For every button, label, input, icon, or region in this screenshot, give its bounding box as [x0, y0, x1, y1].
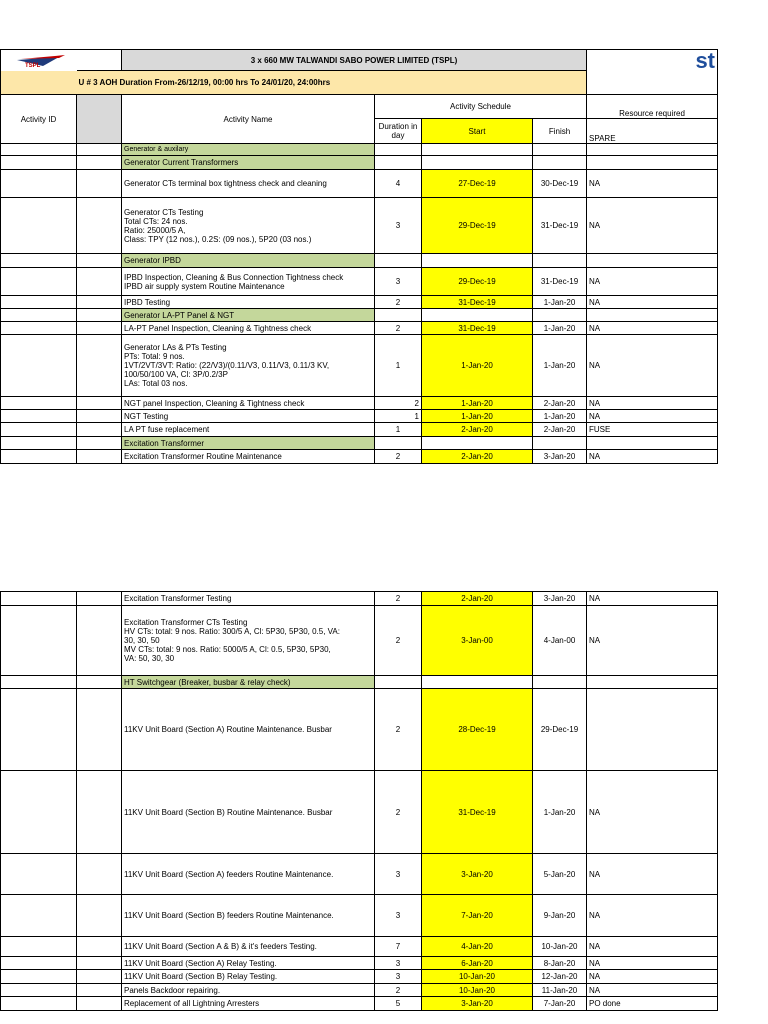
section-row	[1, 676, 718, 689]
activity-sub-cell	[77, 254, 122, 268]
finish-cell: 3-Jan-20	[533, 450, 587, 464]
duration-cell: 2	[375, 606, 422, 676]
activity-sub-cell	[77, 997, 122, 1011]
duration-cell	[375, 437, 422, 450]
section-row	[1, 437, 718, 450]
activity-sub-cell	[77, 397, 122, 410]
start-cell: 2-Jan-20	[422, 423, 533, 437]
start-cell: 29-Dec-19	[422, 198, 533, 254]
resource-cell	[587, 254, 718, 268]
duration-cell: 1	[375, 335, 422, 397]
activity-sub-cell	[77, 309, 122, 322]
activity-name: Generator LAs & PTs Testing PTs: Total: 9 nos. 1VT/2VT/3VT: Ratio: (22/V3)/(0.11/V3, 0.11/V3, 0.11/3 KV, 100/50/100 VA, Cl: 3P/0.2/3P LAs: Total 03 nos.	[122, 335, 375, 397]
resource-cell	[587, 144, 718, 156]
resource-cell: NA	[587, 937, 718, 957]
activity-name: 11KV Unit Board (Section B) Relay Testing.	[122, 970, 375, 984]
duration-cell: 3	[375, 957, 422, 970]
resource-cell: NA	[587, 296, 718, 309]
activity-id-cell	[1, 335, 77, 397]
duration-cell: 2	[375, 771, 422, 854]
activity-sub-cell	[77, 335, 122, 397]
finish-cell	[533, 437, 587, 450]
start-cell: 27-Dec-19	[422, 170, 533, 198]
start-cell	[422, 254, 533, 268]
resource-cell: NA	[587, 970, 718, 984]
section-row	[1, 309, 718, 322]
col-activity-id: Activity ID	[1, 95, 77, 144]
start-cell: 1-Jan-20	[422, 397, 533, 410]
resource-cell: NA	[587, 397, 718, 410]
finish-cell	[533, 676, 587, 689]
activity-sub-cell	[77, 322, 122, 335]
activity-row	[1, 335, 718, 397]
col-start: Start	[422, 119, 533, 144]
activity-name: Excitation Transformer Routine Maintenance	[122, 450, 375, 464]
activity-id-cell	[1, 854, 77, 895]
activity-row	[1, 771, 718, 854]
section-title: HT Switchgear (Breaker, busbar & relay check)	[122, 676, 375, 689]
resource-cell	[587, 689, 718, 771]
activity-name: Generator CTs terminal box tightness check and cleaning	[122, 170, 375, 198]
start-cell: 2-Jan-20	[422, 450, 533, 464]
start-cell	[422, 437, 533, 450]
start-cell: 3-Jan-20	[422, 854, 533, 895]
activity-sub-cell	[77, 689, 122, 771]
activity-id-cell	[1, 322, 77, 335]
finish-cell: 12-Jan-20	[533, 970, 587, 984]
activity-id-cell	[1, 156, 77, 170]
activity-sub-cell	[77, 984, 122, 997]
activity-name: Panels Backdoor repairing.	[122, 984, 375, 997]
finish-cell: 1-Jan-20	[533, 410, 587, 423]
start-cell: 2-Jan-20	[422, 592, 533, 606]
section-title: Generator Current Transformers	[122, 156, 375, 170]
finish-cell: 7-Jan-20	[533, 997, 587, 1011]
activity-sub-cell	[77, 606, 122, 676]
activity-row	[1, 854, 718, 895]
finish-cell: 8-Jan-20	[533, 957, 587, 970]
resource-cell: NA	[587, 957, 718, 970]
activity-sub-cell	[77, 937, 122, 957]
activity-name: 11KV Unit Board (Section A) Routine Maintenance. Busbar	[122, 689, 375, 771]
finish-cell: 30-Dec-19	[533, 170, 587, 198]
activity-sub-cell	[77, 676, 122, 689]
activity-sub-cell	[77, 895, 122, 937]
activity-row	[1, 997, 718, 1011]
activity-row	[1, 423, 718, 437]
activity-id-cell	[1, 397, 77, 410]
resource-cell: NA	[587, 335, 718, 397]
activity-name: 11KV Unit Board (Section B) feeders Routine Maintenance.	[122, 895, 375, 937]
finish-cell: 10-Jan-20	[533, 937, 587, 957]
duration-cell	[375, 254, 422, 268]
duration-cell	[375, 309, 422, 322]
finish-cell	[533, 144, 587, 156]
finish-cell: 9-Jan-20	[533, 895, 587, 937]
duration-cell: 2	[375, 592, 422, 606]
resource-cell	[587, 156, 718, 170]
activity-id-cell	[1, 296, 77, 309]
logo-cell	[1, 50, 77, 71]
resource-cell: NA	[587, 322, 718, 335]
activity-sub-cell	[77, 144, 122, 156]
start-cell: 7-Jan-20	[422, 895, 533, 937]
finish-cell: 1-Jan-20	[533, 322, 587, 335]
finish-cell: 4-Jan-00	[533, 606, 587, 676]
activity-id-cell	[1, 895, 77, 937]
start-cell: 31-Dec-19	[422, 296, 533, 309]
duration-cell: 2	[375, 984, 422, 997]
activity-sub-cell	[77, 198, 122, 254]
start-cell: 3-Jan-00	[422, 606, 533, 676]
duration-cell: 2	[375, 322, 422, 335]
start-cell: 1-Jan-20	[422, 410, 533, 423]
duration-cell: 2	[375, 296, 422, 309]
section-row	[1, 254, 718, 268]
resource-cell: PO done	[587, 997, 718, 1011]
activity-name: LA PT fuse replacement	[122, 423, 375, 437]
finish-cell: 29-Dec-19	[533, 689, 587, 771]
activity-sub-cell	[77, 957, 122, 970]
finish-cell: 1-Jan-20	[533, 335, 587, 397]
duration-cell: 3	[375, 970, 422, 984]
activity-id-cell	[1, 254, 77, 268]
activity-id-cell	[1, 970, 77, 984]
finish-cell	[533, 309, 587, 322]
resource-cell: FUSE	[587, 423, 718, 437]
col-resource-required: Resource required	[587, 95, 718, 119]
activity-row	[1, 198, 718, 254]
section-title: Generator IPBD	[122, 254, 375, 268]
start-cell: 29-Dec-19	[422, 268, 533, 296]
activity-id-cell	[1, 689, 77, 771]
start-cell: 6-Jan-20	[422, 957, 533, 970]
section-title: Generator & auxilary	[122, 144, 375, 156]
finish-cell: 1-Jan-20	[533, 296, 587, 309]
activity-name: 11KV Unit Board (Section B) Routine Maintenance. Busbar	[122, 771, 375, 854]
activity-id-cell	[1, 997, 77, 1011]
resource-cell: NA	[587, 771, 718, 854]
duration-cell	[375, 676, 422, 689]
duration-cell: 1	[375, 423, 422, 437]
start-cell	[422, 144, 533, 156]
col-duration: Duration in day	[375, 119, 422, 144]
resource-cell: NA	[587, 410, 718, 423]
activity-sub-cell	[77, 970, 122, 984]
section-row	[1, 156, 718, 170]
duration-cell	[375, 156, 422, 170]
activity-id-cell	[1, 410, 77, 423]
duration-cell: 4	[375, 170, 422, 198]
resource-cell: NA	[587, 450, 718, 464]
finish-cell: 31-Dec-19	[533, 268, 587, 296]
finish-cell: 11-Jan-20	[533, 984, 587, 997]
activity-name: LA-PT Panel Inspection, Cleaning & Tightness check	[122, 322, 375, 335]
resource-cell: NA	[587, 606, 718, 676]
activity-id-cell	[1, 144, 77, 156]
activity-name: 11KV Unit Board (Section A & B) & it's feeders Testing.	[122, 937, 375, 957]
activity-row	[1, 450, 718, 464]
activity-sub-cell	[77, 437, 122, 450]
resource-cell: NA	[587, 854, 718, 895]
activity-id-cell	[1, 309, 77, 322]
resource-cell	[587, 437, 718, 450]
activity-id-cell	[1, 423, 77, 437]
finish-cell: 2-Jan-20	[533, 423, 587, 437]
start-cell: 31-Dec-19	[422, 322, 533, 335]
finish-cell: 1-Jan-20	[533, 771, 587, 854]
activity-id-cell	[1, 592, 77, 606]
activity-row	[1, 397, 718, 410]
finish-cell: 5-Jan-20	[533, 854, 587, 895]
activity-sub-cell	[77, 423, 122, 437]
duration-cell: 3	[375, 854, 422, 895]
activity-row	[1, 268, 718, 296]
activity-name: Replacement of all Lightning Arresters	[122, 997, 375, 1011]
duration-cell: 1	[375, 410, 422, 423]
activity-sub-cell	[77, 156, 122, 170]
activity-name: NGT panel Inspection, Cleaning & Tightness check	[122, 397, 375, 410]
activity-row	[1, 410, 718, 423]
activity-row	[1, 957, 718, 970]
activity-sub-cell	[77, 410, 122, 423]
start-cell: 31-Dec-19	[422, 771, 533, 854]
start-cell: 28-Dec-19	[422, 689, 533, 771]
activity-name: NGT Testing	[122, 410, 375, 423]
schedule-table-bottom	[0, 591, 718, 1011]
activity-row	[1, 322, 718, 335]
activity-name: Excitation Transformer CTs Testing HV CTs: total: 9 nos. Ratio: 300/5 A, Cl: 5P30, 5P30, 0.5, VA: 30, 30, 50 MV CTs: total: 9 nos. Ratio: 5000/5 A, Cl: 0.5, 5P30, 5P30, VA: 50, 30, 30	[122, 606, 375, 676]
duration-cell: 2	[375, 397, 422, 410]
start-cell: 4-Jan-20	[422, 937, 533, 957]
activity-row	[1, 296, 718, 309]
activity-sub-cell	[77, 296, 122, 309]
activity-id-cell	[1, 937, 77, 957]
duration-cell: 3	[375, 198, 422, 254]
activity-name: Generator CTs Testing Total CTs: 24 nos. Ratio: 25000/5 A, Class: TPY (12 nos.), 0.2S: (09 nos.), 5P20 (03 nos.)	[122, 198, 375, 254]
activity-name: IPBD Testing	[122, 296, 375, 309]
resource-cell: NA	[587, 170, 718, 198]
duration-cell: 3	[375, 268, 422, 296]
activity-row	[1, 895, 718, 937]
resource-cell: NA	[587, 984, 718, 997]
activity-name: Excitation Transformer Testing	[122, 592, 375, 606]
finish-cell: 2-Jan-20	[533, 397, 587, 410]
activity-sub-cell	[77, 771, 122, 854]
start-cell: 10-Jan-20	[422, 970, 533, 984]
activity-row	[1, 689, 718, 771]
activity-sub-cell	[77, 450, 122, 464]
resource-cell	[587, 309, 718, 322]
logo-text: TSPL	[25, 63, 41, 70]
resource-cell: NA	[587, 268, 718, 296]
start-cell: 10-Jan-20	[422, 984, 533, 997]
activity-id-cell	[1, 437, 77, 450]
start-cell: 3-Jan-20	[422, 997, 533, 1011]
activity-sub-cell	[77, 170, 122, 198]
activity-row	[1, 937, 718, 957]
col-activity-name: Activity Name	[122, 95, 375, 144]
activity-row	[1, 984, 718, 997]
duration-cell: 3	[375, 895, 422, 937]
activity-name: 11KV Unit Board (Section A) feeders Routine Maintenance.	[122, 854, 375, 895]
section-title: Excitation Transformer	[122, 437, 375, 450]
activity-name: IPBD Inspection, Cleaning & Bus Connection Tightness check IPBD air supply system Routine Maintenance	[122, 268, 375, 296]
activity-row	[1, 592, 718, 606]
activity-id-cell	[1, 450, 77, 464]
finish-cell: 31-Dec-19	[533, 198, 587, 254]
section-title: Generator LA-PT Panel & NGT	[122, 309, 375, 322]
start-cell	[422, 309, 533, 322]
tspl-wing-icon	[15, 54, 67, 68]
activity-id-cell	[1, 198, 77, 254]
duration-cell: 5	[375, 997, 422, 1011]
activity-name: 11KV Unit Board (Section A) Relay Testing.	[122, 957, 375, 970]
brand-cell	[587, 50, 718, 95]
finish-cell: 3-Jan-20	[533, 592, 587, 606]
col-finish: Finish	[533, 119, 587, 144]
activity-id-cell	[1, 606, 77, 676]
activity-sub-cell	[77, 268, 122, 296]
activity-id-cell	[1, 771, 77, 854]
activity-id-cell	[1, 676, 77, 689]
activity-id-cell	[1, 984, 77, 997]
finish-cell	[533, 254, 587, 268]
duration-cell: 7	[375, 937, 422, 957]
finish-cell	[533, 156, 587, 170]
brand-logo: st	[695, 49, 715, 73]
activity-row	[1, 606, 718, 676]
section-row	[1, 144, 718, 156]
col-spare: SPARE	[587, 119, 718, 144]
activity-id-cell	[1, 268, 77, 296]
resource-cell: NA	[587, 592, 718, 606]
schedule-table-top	[0, 49, 718, 464]
activity-id-cell	[1, 170, 77, 198]
activity-row	[1, 170, 718, 198]
duration-title: U # 3 AOH Duration From-26/12/19, 00:00 hrs To 24/01/20, 24:00hrs	[77, 71, 587, 95]
start-cell	[422, 156, 533, 170]
start-cell: 1-Jan-20	[422, 335, 533, 397]
resource-cell: NA	[587, 198, 718, 254]
company-title: 3 x 660 MW TALWANDI SABO POWER LIMITED (TSPL)	[122, 50, 587, 71]
duration-cell: 2	[375, 689, 422, 771]
activity-sub-cell	[77, 854, 122, 895]
col-activity-schedule: Activity Schedule	[375, 95, 587, 119]
duration-cell: 2	[375, 450, 422, 464]
resource-cell: NA	[587, 895, 718, 937]
activity-id-cell	[1, 957, 77, 970]
activity-sub-cell	[77, 592, 122, 606]
duration-cell	[375, 144, 422, 156]
start-cell	[422, 676, 533, 689]
resource-cell	[587, 676, 718, 689]
activity-row	[1, 970, 718, 984]
